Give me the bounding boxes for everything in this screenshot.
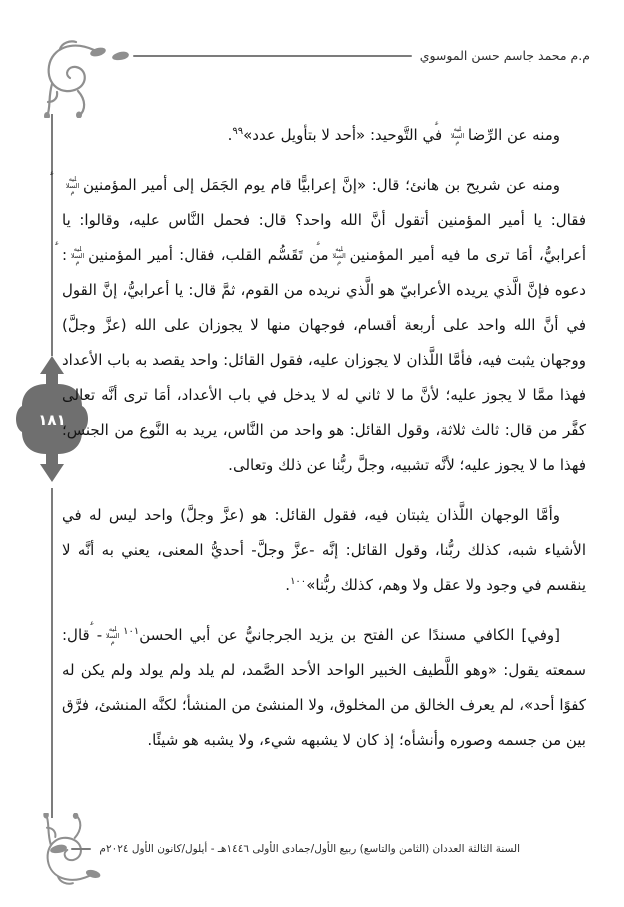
paragraph-1 [62, 118, 586, 153]
paragraph-text: . [285, 576, 291, 594]
paragraph-text: . [227, 126, 233, 144]
header-author: م.م محمد جاسم حسن الموسوي [419, 48, 590, 63]
honorific-alayhi-salam: عليه السلام [316, 238, 346, 266]
leaf-icon [111, 50, 129, 61]
footnote-ref: ١٠١ [123, 626, 140, 637]
footnote-ref: ٩٩ [232, 126, 244, 137]
paragraph-3 [62, 498, 586, 603]
paragraph-text: ومنه عن الرِّضا [467, 126, 560, 144]
paragraph-text: في التَّوحيد: «أحد لا بتأويل عدد» [243, 126, 447, 144]
corner-flourish-icon [32, 40, 116, 118]
honorific-alayhi-salam: عليه السلام [435, 118, 465, 146]
paragraph-text: فقال: يا أمير المؤمنين أتقول أنَّ الله واحد؟ قال: فحمل النَّاس عليه، وقالوا: يا أعرابيُّ، أمَا ترى ما فيه أمير المؤمنين [62, 211, 587, 264]
honorific-alayhi-salam: عليه السلام [55, 238, 85, 266]
page-footer [80, 843, 520, 855]
left-rule-top [51, 114, 53, 356]
paragraph-text: : دعوه فإنَّ الَّذي يريده الأعرابيّ هو الَّذي نريده من القوم، ثمَّ قال: يا أعرابيُّ، إنَّ القول في أنَّ الله واحد على أربعة أقسام، فوجهان منها لا يجوزان على الله (عزَّ وجلَّ) ووجهان يثبت فيه، فأمَّا اللَّذان لا يجوزان عليه، فقول القائل: واحد يقصد به باب الأعداد فهذا ممَّا لا يجوز عليه؛ لأنَّ ما لا ثاني له لا يدخل في باب الأعداد، أمَا ترى أنَّه تعالى كفَّر من قال: ثالث ثلاثة، وقول القائل: هو واحد من النَّاس، يريد به النَّوع من الجنس؛ فهذا ما لا يجوز عليه؛ لأنَّه تشبيه، وجلَّ ربُّنا عن ذلك وتعالى. [62, 246, 586, 474]
honorific-alayhi-salam: عليه السلام [50, 168, 80, 196]
page-header [112, 48, 590, 63]
paragraph-text: [وفي] الكافي مسندًا عن الفتح بن يزيد الجرجانيُّ عن أبي الحسن [139, 626, 561, 644]
header-rule [133, 55, 412, 57]
paragraph-text: - قال: سمعته يقول: «وهو اللَّطيف الخبير الواحد الأحد الصَّمد، لم يلد ولم يولد ولم يكن له كفوًا أحد»، لم يعرف الخالق من المخلوق، ولا المنشئ من المنشأ؛ لكنَّه المنشئ، فرَّق بين من جسمه وصوره وأنشأه؛ إذ كان لا يشبهه شيء، ولا يشبه هو شيئًا. [62, 626, 586, 749]
left-rule-bottom [51, 488, 53, 818]
footer-issue-line: السنة الثالثة العددان (الثامن والتاسع) ربيع الأول/جمادى الأولى ١٤٤٦هـ - أيلول/كانون الأول ٢٠٢٤م [99, 843, 520, 855]
paragraph-text: وأمَّا الوجهان اللَّذان يثبتان فيه، فقول القائل: هو (عزَّ وجلَّ) واحد ليس له في الأشياء شبه، كذلك ربُّنا، وقول القائل: إنَّه -عزَّ وجلَّ- أحديُّ المعنى، يعني به أنَّه لا ينقسم في وجود ولا عقل ولا وهم، كذلك ربُّنا» [62, 506, 586, 594]
footnote-ref: ١٠٠ [290, 576, 307, 587]
page-number: ١٨١ [38, 411, 66, 429]
paragraph-text: ومنه عن شريح بن هانئ؛ قال: «إنَّ إعرابيًّا قام يوم الجَمَل إلى أمير المؤمنين [83, 176, 560, 194]
footer-rule [71, 848, 91, 850]
honorific-alayhi-salam: عليه السلام [90, 618, 120, 646]
paragraph-text: من تَقَسُّم القلب، فقال: أمير المؤمنين [88, 246, 329, 264]
paragraph-4 [62, 618, 586, 758]
